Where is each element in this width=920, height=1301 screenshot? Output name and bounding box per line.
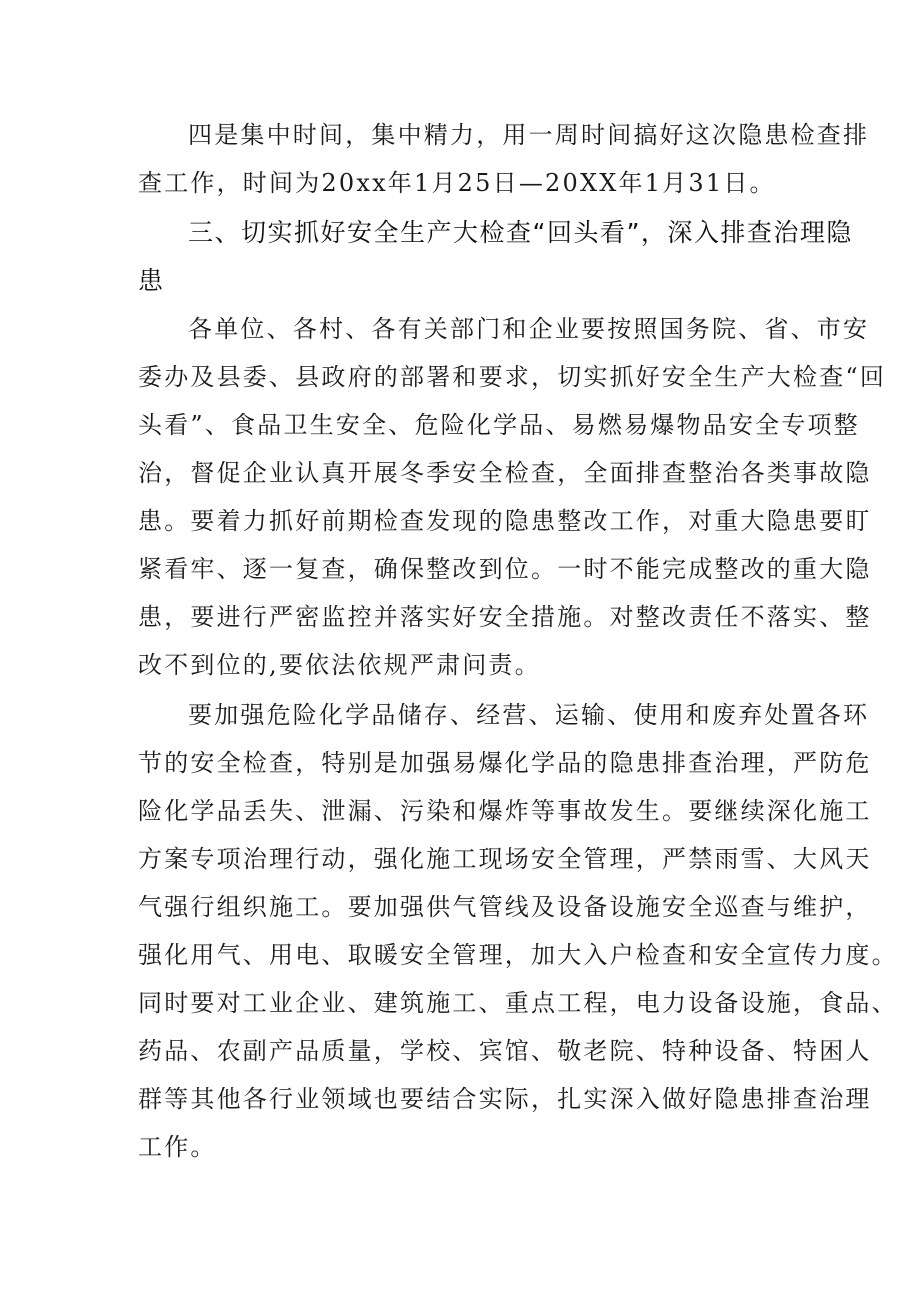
section-heading-line-2: 患 bbox=[138, 266, 165, 295]
paragraph-3-line-7: 同时要对工业企业、建筑施工、重点工程，电力设备设施，食品、 bbox=[138, 989, 898, 1017]
paragraph-2-line-5: 患。要着力抓好前期检查发现的隐患整改工作，对重大隐患要盯 bbox=[138, 507, 872, 535]
paragraph-1-line-2: 查工作，时间为20xx年1月25日—20XX年1月31日。 bbox=[138, 169, 776, 197]
paragraph-2-line-8: 改不到位的,要依法依规严肃问责。 bbox=[138, 651, 541, 679]
paragraph-3-line-10: 工作。 bbox=[138, 1133, 217, 1161]
paragraph-2-line-6: 紧看牢、逐一复查，确保整改到位。一时不能完成整改的重大隐 bbox=[138, 555, 872, 583]
section-heading-line-1: 三、切实抓好安全生产大检查“回头看”，深入排查治理隐 bbox=[188, 218, 853, 247]
paragraph-2-line-4: 治，督促企业认真开展冬季安全检查，全面排查整治各类事故隐 bbox=[138, 459, 872, 487]
paragraph-1-line-1: 四是集中时间，集中精力，用一周时间搞好这次隐患检查排 bbox=[188, 121, 870, 149]
paragraph-3-line-4: 方案专项治理行动，强化施工现场安全管理，严禁雨雪、大风天 bbox=[138, 845, 872, 873]
paragraph-3-line-5: 气强行组织施工。要加强供气管线及设备设施安全巡查与维护， bbox=[138, 893, 872, 921]
paragraph-3-line-6: 强化用气、用电、取暖安全管理，加大入户检查和安全宣传力度。 bbox=[138, 941, 898, 969]
paragraph-3-line-8: 药品、农副产品质量，学校、宾馆、敬老院、特种设备、特困人 bbox=[138, 1037, 872, 1065]
paragraph-3-line-3: 险化学品丢失、泄漏、污染和爆炸等事故发生。要继续深化施工 bbox=[138, 797, 872, 825]
paragraph-2-line-1: 各单位、各村、各有关部门和企业要按照国务院、省、市安 bbox=[188, 315, 870, 343]
paragraph-2-line-2: 委办及县委、县政府的部署和要求，切实抓好安全生产大检查“回 bbox=[138, 363, 887, 391]
paragraph-3-line-9: 群等其他各行业领域也要结合实际，扎实深入做好隐患排查治理 bbox=[138, 1085, 872, 1113]
paragraph-2-line-3: 头看”、食品卫生安全、危险化学品、易燃易爆物品安全专项整 bbox=[138, 411, 860, 439]
paragraph-3-line-2: 节的安全检查，特别是加强易爆化学品的隐患排查治理，严防危 bbox=[138, 749, 872, 777]
paragraph-3-line-1: 要加强危险化学品储存、经营、运输、使用和废弃处置各环 bbox=[188, 701, 870, 729]
paragraph-2-line-7: 患，要进行严密监控并落实好安全措施。对整改责任不落实、整 bbox=[138, 603, 872, 631]
